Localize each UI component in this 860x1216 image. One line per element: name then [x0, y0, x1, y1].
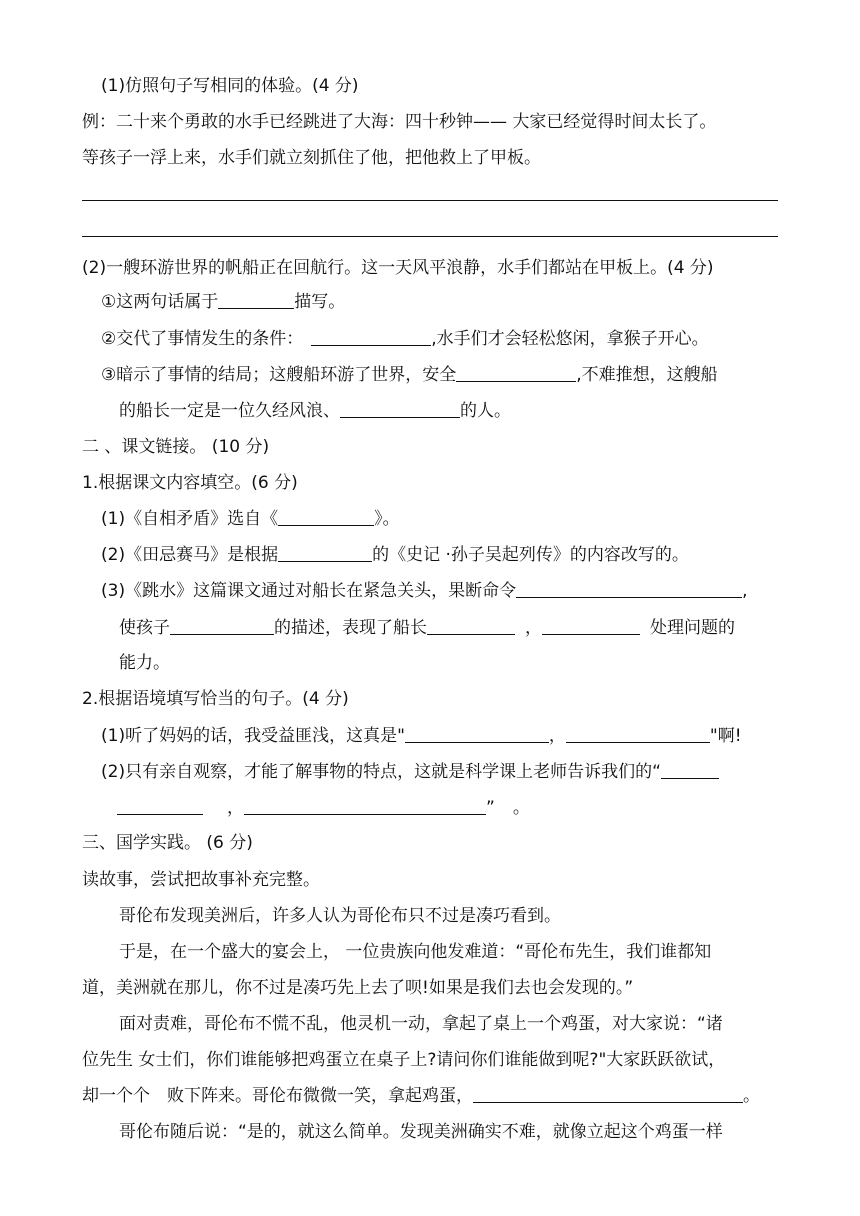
story-paragraph-3-line1: 面对责难，哥伦布不慌不乱，他灵机一动，拿起了桌上一个鸡蛋，对大家说：“诸: [119, 1014, 723, 1034]
s2-blank-5[interactable]: [427, 616, 515, 635]
s2-blank-7[interactable]: [405, 724, 549, 743]
answer-line-2[interactable]: [82, 236, 778, 237]
q2-item2-text-b: ,水手们才会轻松悠闲，拿猴子开心。: [431, 329, 709, 349]
story-paragraph-4: 哥伦布随后说：“是的，就这么简单。发现美洲确实不难，就像立起这个鸡蛋一样: [119, 1122, 723, 1142]
s2-item3-cont: [119, 616, 735, 640]
section2-sub1-title: 1.根据课文内容填空。(6 分): [82, 473, 298, 493]
section3-title: 三、国学实践。 (6 分): [82, 833, 253, 853]
story-paragraph-2-line1: 于是，在一个盛大的宴会上， 一位贵族向他发难道：“哥伦布先生，我们谁都知: [119, 942, 712, 962]
s2-blank-10[interactable]: [117, 796, 203, 815]
s2-item3-text-b: ,: [742, 581, 748, 601]
s2-t1-text-a: (1)听了妈妈的话，我受益匪浅，这真是": [101, 726, 405, 746]
s2-item1-text-b: 》。: [374, 509, 400, 529]
s2-blank-9[interactable]: [661, 760, 719, 779]
q2-item3-cont: [119, 399, 511, 423]
story-paragraph-1: 哥伦布发现美洲后，许多人认为哥伦布只不过是凑巧看到。: [119, 906, 561, 926]
q2-item3-text-b: ,不难推想，这艘船: [576, 365, 718, 385]
story-line3-text-b: 。: [743, 1086, 760, 1106]
s2-blank-11[interactable]: [244, 796, 486, 815]
s2-item1-text-a: (1)《自相矛盾》选自《: [101, 509, 279, 529]
s2-t2-text-c: ”: [486, 798, 495, 818]
s2-item1: [101, 507, 400, 531]
s2-blank-8[interactable]: [566, 724, 710, 743]
s2-item3-end: 能力。: [119, 653, 170, 673]
q2-item2-text-a: ②交代了事情发生的条件：: [101, 329, 304, 349]
section2-title: 二 、课文链接。 (10 分): [82, 437, 270, 457]
s2-blank-3[interactable]: [516, 579, 742, 598]
q2-blank-2[interactable]: [311, 327, 431, 346]
q2-item3-text-d: 的人。: [460, 401, 511, 421]
s2-t2-cont: [117, 796, 530, 820]
q1-title: (1)仿照句子写相同的体验。(4 分): [101, 76, 359, 96]
answer-line-1[interactable]: [82, 200, 778, 201]
s2-blank-6[interactable]: [542, 616, 640, 635]
s2-t1-text-b: ，: [548, 726, 566, 746]
story-paragraph-3-line2: 位先生 女士们，你们谁能够把鸡蛋立在桌子上?请问你们谁能做到呢?"大家跃跃欲试，: [82, 1050, 726, 1070]
s2-item3-text-d: 的描述，表现了船长: [274, 618, 427, 638]
s2-blank-1[interactable]: [278, 507, 374, 526]
q2-item3-text-a: ③暗示了事情的结局；这艘船环游了世界，安全: [101, 365, 457, 385]
s2-t1: [101, 724, 742, 748]
s2-t2-text-b: ，: [227, 798, 244, 818]
q2-blank-4[interactable]: [340, 399, 460, 418]
s2-t2: [101, 760, 719, 784]
story-paragraph-3-line3: [82, 1084, 760, 1108]
s2-item3-text-f: 处理问题的: [650, 618, 735, 638]
s2-item2-text-a: (2)《田忌赛马》是根据: [101, 545, 279, 565]
s2-blank-4[interactable]: [170, 616, 274, 635]
story-blank[interactable]: [473, 1084, 743, 1103]
section2-sub2-title: 2.根据语境填写恰当的句子。(4 分): [82, 689, 349, 709]
s2-item3-text-e: ，: [525, 618, 542, 638]
s2-t1-text-c: "啊!: [709, 726, 742, 746]
q2-blank-3[interactable]: [456, 363, 576, 382]
s2-t2-text-a: (2)只有亲自观察，才能了解事物的特点，这就是科学课上老师告诉我们的“: [101, 762, 661, 782]
s2-blank-2[interactable]: [278, 543, 372, 562]
section3-instruction: 读故事，尝试把故事补充完整。: [82, 870, 320, 890]
s2-item3-text-c: 使孩子: [119, 618, 170, 638]
q2-item2: [101, 327, 709, 351]
q2-item3: [101, 363, 718, 387]
s2-item2: [101, 543, 689, 567]
story-paragraph-2-line2: 道，美洲就在那儿，你不过是凑巧先上去了呗!如果是我们去也会发现的。”: [82, 978, 634, 998]
q2-blank-1[interactable]: [218, 290, 294, 309]
s2-t2-text-d: 。: [512, 798, 530, 818]
s2-item2-text-b: 的《史记 ·孙子吴起列传》的内容改写的。: [372, 545, 689, 565]
q2-item1-text-b: 描写。: [294, 292, 346, 312]
s2-item3: [101, 579, 748, 603]
q1-example-line2: 等孩子一浮上来，水手们就立刻抓住了他，把他救上了甲板。: [82, 148, 541, 168]
s2-item3-text-a: (3)《跳水》这篇课文通过对船长在紧急关头，果断命令: [101, 581, 517, 601]
q2-item1: [101, 290, 345, 314]
q2-item1-text-a: ①这两句话属于: [101, 292, 219, 312]
q2-title: (2)一艘环游世界的帆船正在回航行。这一天风平浪静，水手们都站在甲板上。(4 分): [82, 258, 714, 278]
q2-item3-text-c: 的船长一定是一位久经风浪、: [119, 401, 340, 421]
q1-example-line1: 例：二十来个勇敢的水手已经跳进了大海：四十秒钟—— 大家已经觉得时间太长了。: [82, 112, 717, 132]
story-line3-text-a: 却一个个 败下阵来。哥伦布微微一笑，拿起鸡蛋，: [82, 1086, 473, 1106]
